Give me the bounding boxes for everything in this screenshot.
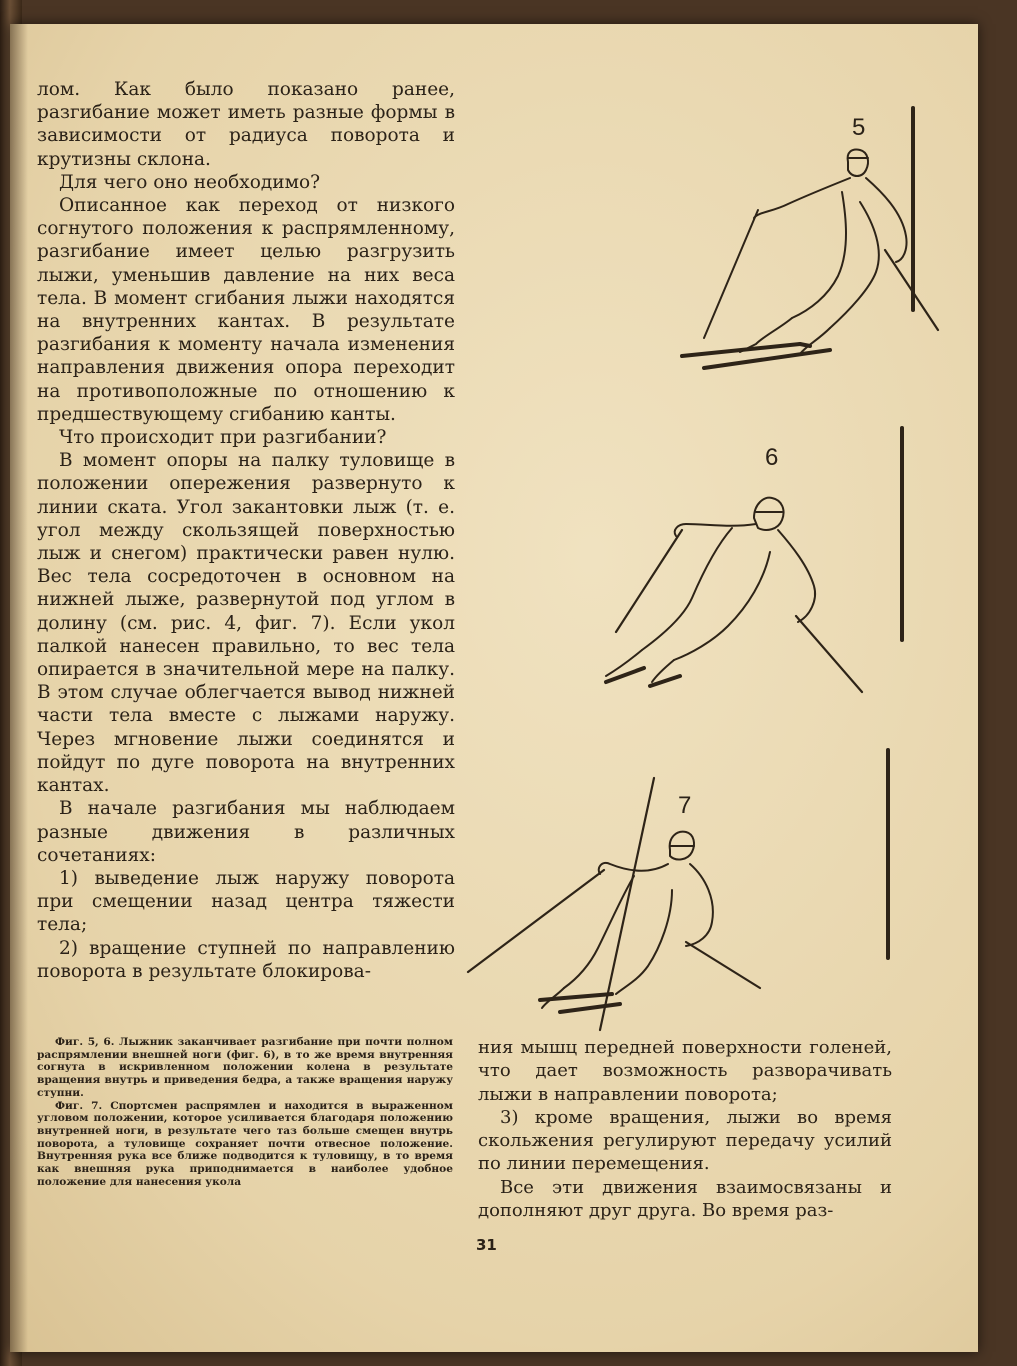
paragraph: Все эти движения взаимосвязаны и дополняют друг друга. Во время раз- (478, 1176, 892, 1222)
figure-label-5: 5 (852, 114, 866, 141)
skier-figure-7-icon (460, 740, 900, 1040)
right-text-column (478, 1036, 892, 1222)
paragraph: Что происходит при разгибании? (59, 427, 387, 449)
figure-label-6: 6 (765, 444, 779, 471)
caption-paragraph: Фиг. 5, 6. Лыжник заканчивает разгибание при почти полном распрямлении внешней ноги (фиг. 6), в то же время внутренняя согнута в искривленном положении колена в результате вращения внутрь и приведения бедра, а также вращения наружу ступни. (37, 1036, 453, 1099)
paragraph: 3) кроме вращения, лыжи во время скольжения регулируют передачу усилий по линии перемещения. (478, 1106, 892, 1175)
paragraph: ния мышц передней поверхности голеней, что дает возможность разворачивать лыжи в направлении поворота; (478, 1037, 892, 1105)
paragraph: 1) выведение лыж наружу поворота при смещении назад центра тяжести тела; (37, 867, 455, 936)
skier-figure-6-icon (600, 420, 920, 720)
spine-shadow (10, 24, 28, 1352)
paragraph: Описанное как переход от низкого согнутого положения к распрямленному, разгибание имеет целью разгрузить лыжи, уменьшив давление на них веса тела. В момент сгибания лыжи находятся на внутренних кантах. В результате разгибания к моменту начала изменения направления движения опора переходит на противоположные по отношению к предшествующему сгибанию канты. (37, 195, 455, 425)
paragraph: Для чего оно необходимо? (59, 171, 321, 193)
skier-figure-5-icon (660, 100, 950, 390)
paragraph: В момент опоры на палку туловище в положении опережения развернуто к линии ската. Угол закантовки лыж (т. е. угол между скользящей поверхностью лыж и снегом) практически равен нулю. Вес тела сосредоточен в основном на нижней лыже, развернутой под углом в долину (см. рис. 4, фиг. 7). Если укол палкой нанесен правильно, то вес тела опирается в значительной мере на палку. В этом случае облегчается вывод нижней части тела вместе с лыжами наружу. Через мгновение лыжи соединятся и пойдут по дуге поворота на внутренних кантах. (37, 450, 455, 797)
paragraph: лом. Как было показано ранее, разгибание может иметь разные формы в зависимости от радиуса поворота и крутизны склона. (37, 79, 455, 170)
page-number: 31 (476, 1236, 497, 1254)
figure-caption (37, 1036, 453, 1188)
caption-paragraph: Фиг. 7. Спортсмен распрямлен и находится в выраженном угловом положении, которое усиливается благодаря положению внутренней ноги, в результате чего таз больше смещен внутрь поворота, а туловище сохраняет почти отвесное положение. Внутренняя рука все ближе подводится к туловищу, в то время как внешняя рука приподнимается в наиболее удобное положение для нанесения укола (37, 1099, 453, 1188)
paragraph: 2) вращение ступней по направлению поворота в результате блокирова- (37, 937, 455, 982)
paragraph: В начале разгибания мы наблюдаем разные движения в различных сочетаниях: (37, 798, 455, 866)
figure-label-7: 7 (678, 792, 692, 819)
left-text-column (37, 78, 455, 983)
